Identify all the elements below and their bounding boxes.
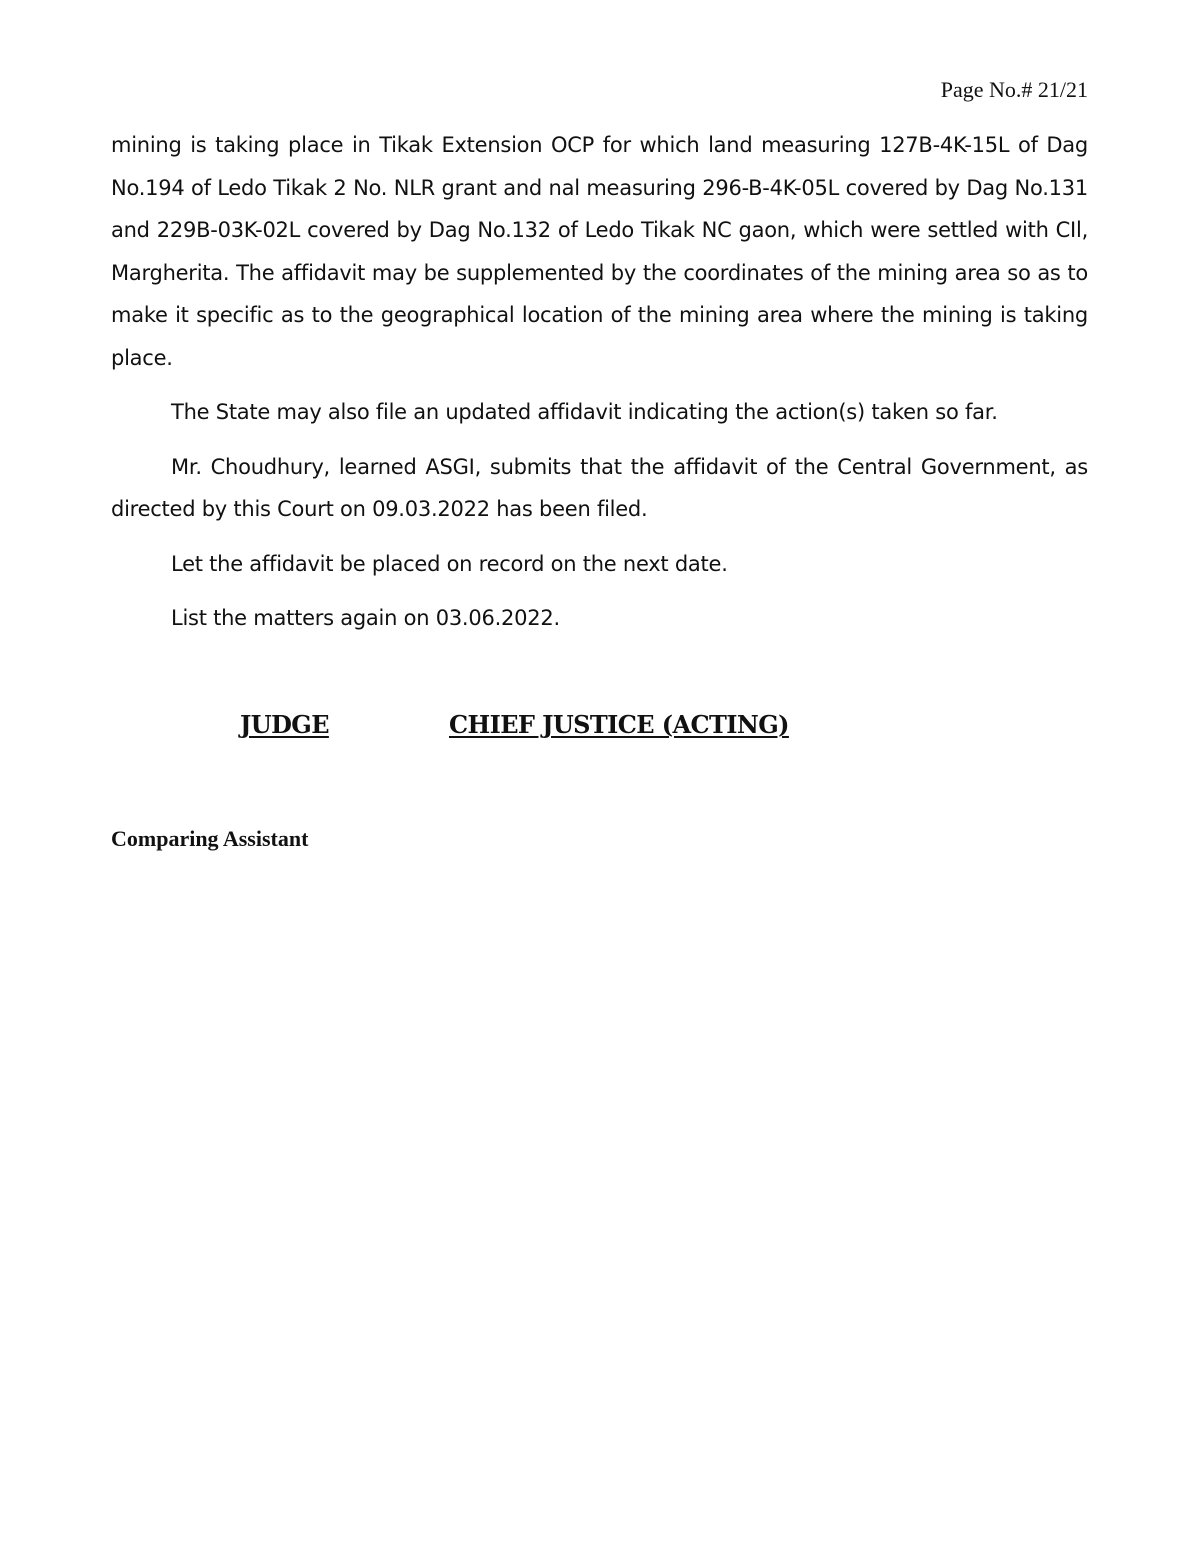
comparing-assistant-label: Comparing Assistant bbox=[111, 826, 309, 851]
order-body bbox=[111, 124, 1088, 640]
signature-block bbox=[0, 710, 1200, 746]
page-number: Page No.# 21/21 bbox=[940, 77, 1088, 102]
signature-judge: JUDGE bbox=[240, 710, 329, 739]
signature-chief-justice: CHIEF JUSTICE (ACTING) bbox=[449, 710, 789, 739]
paragraph-mining-details: mining is taking place in Tikak Extension OCP for which land measuring 127B-4K-15L of Dag No.194 of Ledo Tikak 2 No. NLR grant and nal measuring 296-B-4K-05L covered by Dag No.131 and 229B-03K-02L covered by Dag No.132 of Ledo Tikak NC gaon, which were settled with CIl, Margherita. The affidavit may be supplemented by the coordinates of the mining area so as to make it specific as to the geographical location of the mining area where the mining is taking place. bbox=[111, 133, 1088, 370]
paragraph-list-matters: List the matters again on 03.06.2022. bbox=[171, 606, 560, 630]
paragraph-place-on-record: Let the affidavit be placed on record on the next date. bbox=[171, 551, 728, 576]
paragraph-asgi-submission: Mr. Choudhury, learned ASGI, submits that the affidavit of the Central Government, as directed by this Court on 09.03.2022 has been filed. bbox=[111, 454, 1088, 521]
paragraph-state-affidavit: The State may also file an updated affidavit indicating the action(s) taken so far. bbox=[171, 400, 998, 424]
